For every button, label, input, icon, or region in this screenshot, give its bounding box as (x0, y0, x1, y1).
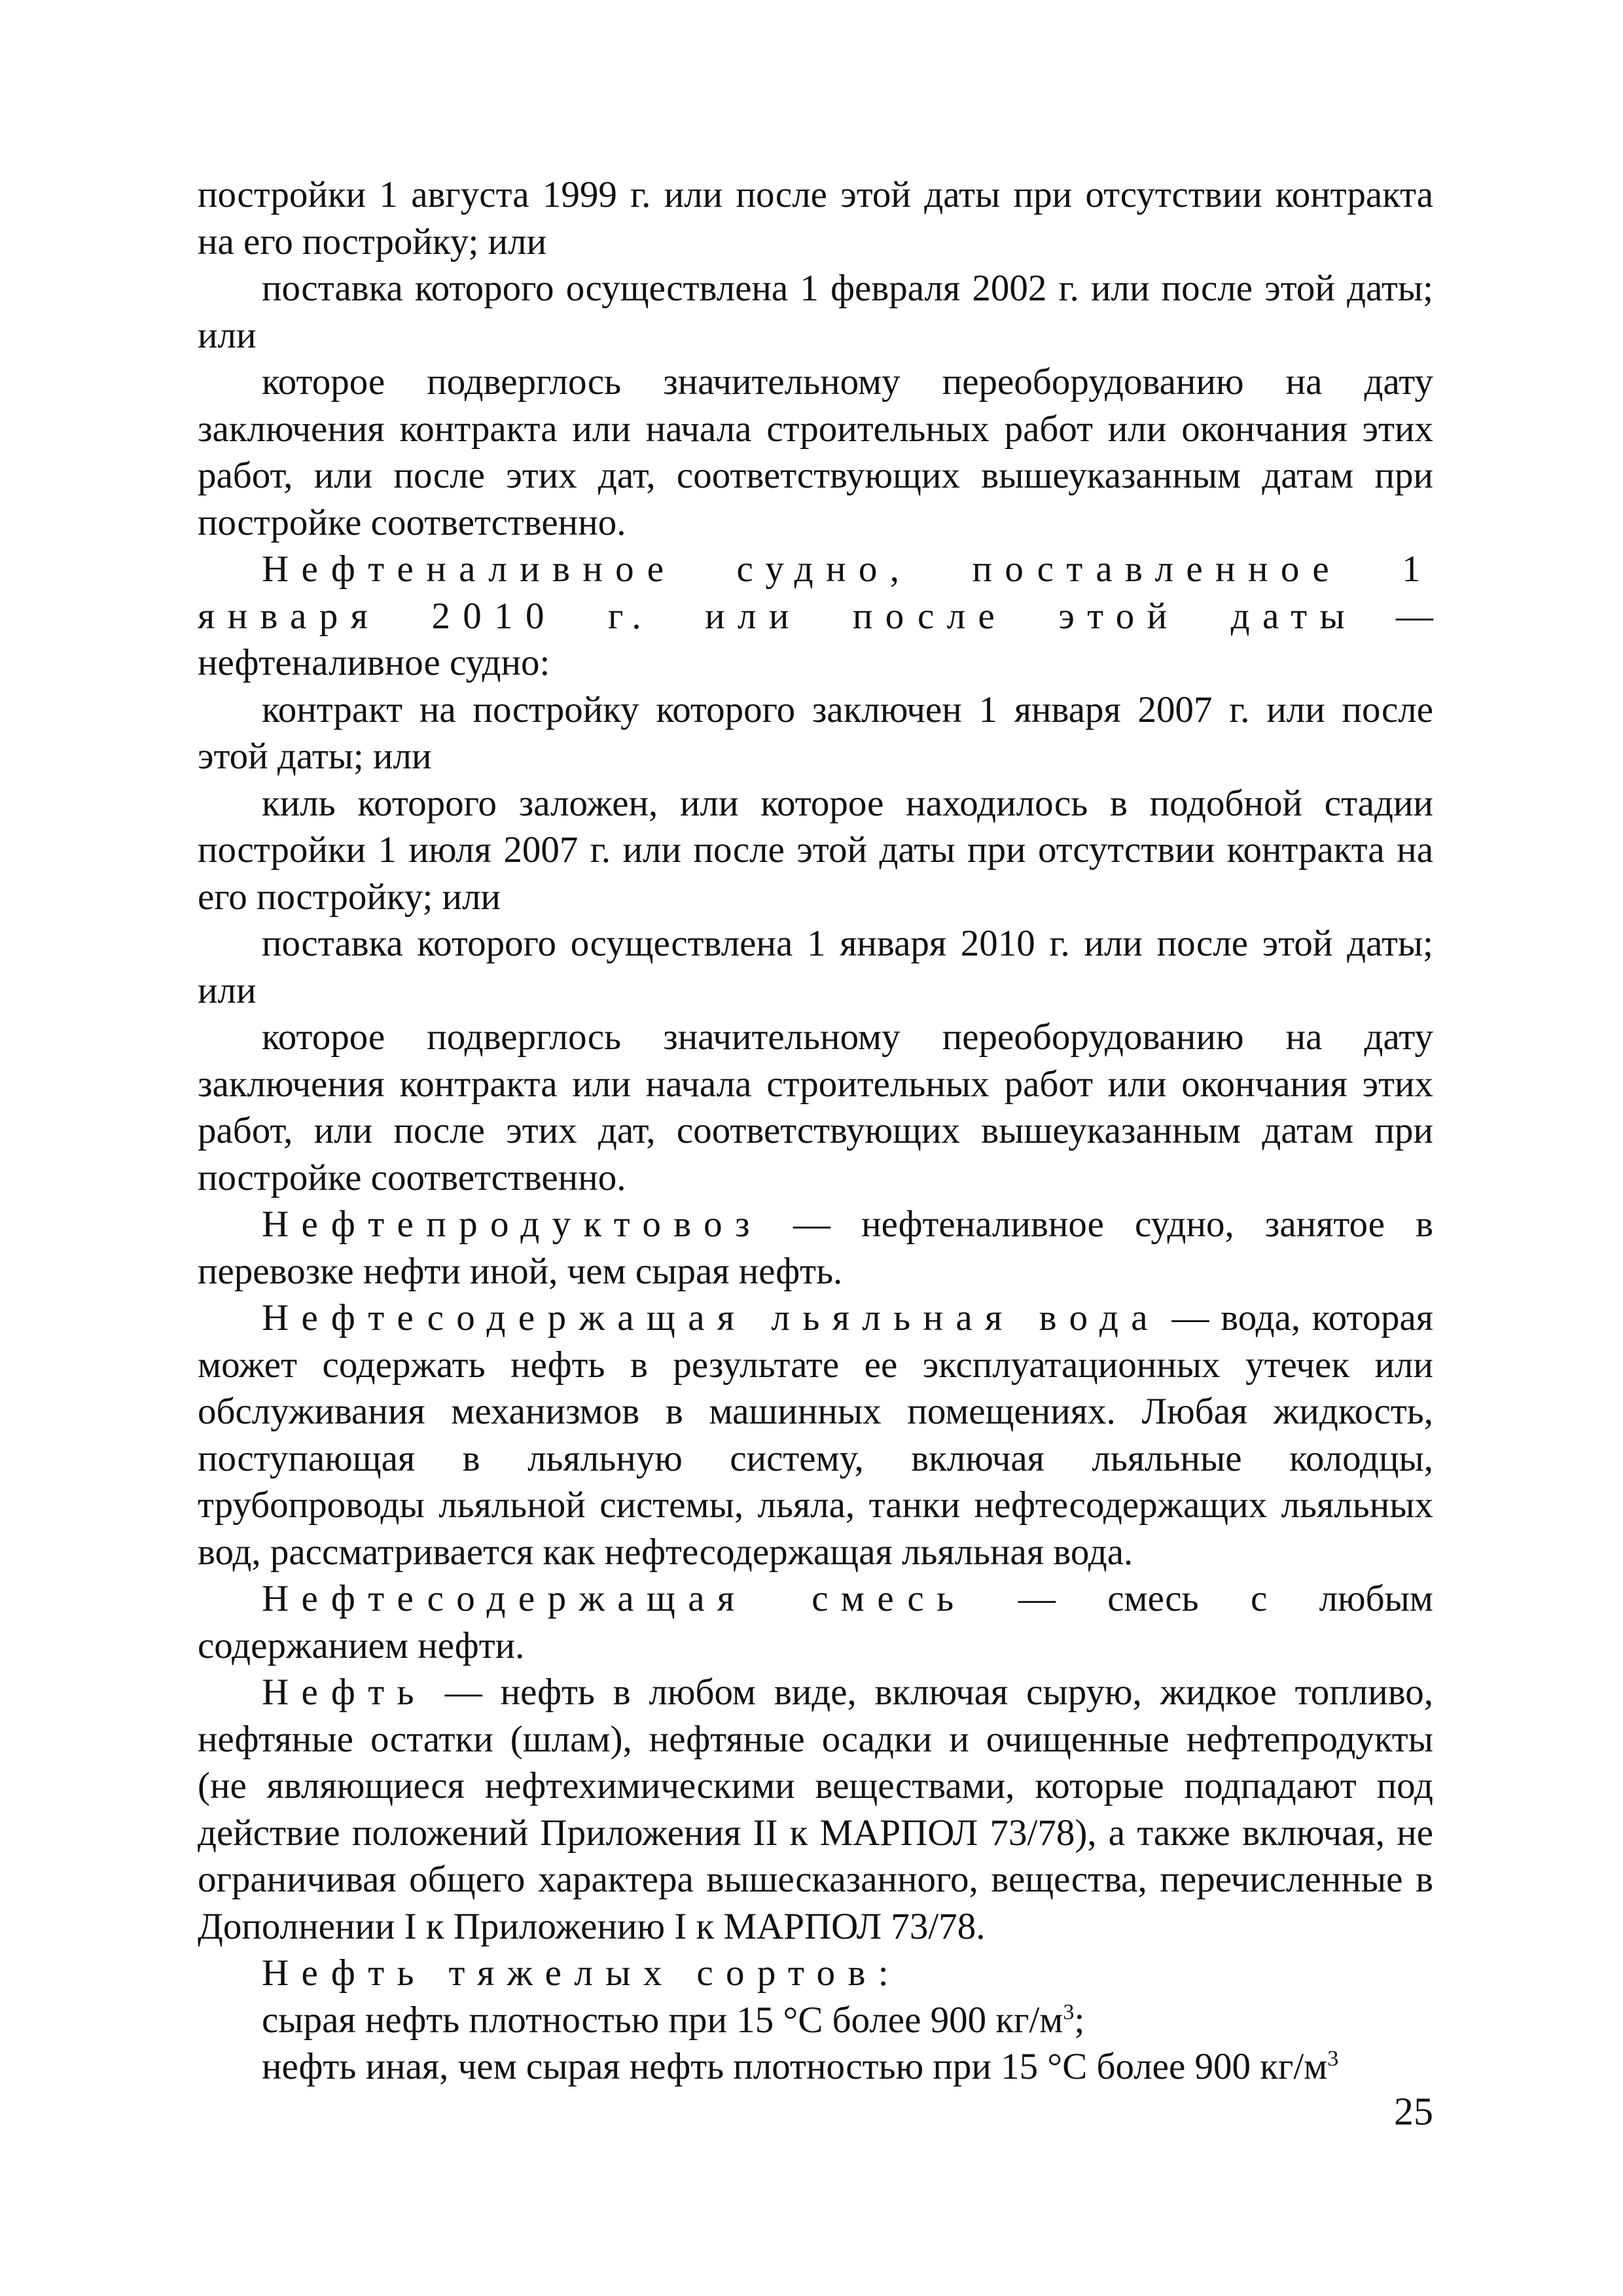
paragraph-delivery-2010 (198, 920, 1433, 1014)
paragraph-text: нефть иная, чем сырая нефть плотностью при 15 °C более 900 кг/м (262, 2046, 1328, 2087)
paragraph-text: которое подверглось значительному переоборудованию на дату заключения контракта или начала строительных работ или окончания этих работ, или после этих дат, соответствующих вышеуказанным датам при постройке соответственно. (198, 1016, 1433, 1198)
paragraph-text: поставка которого осуществлена 1 января 2010 г. или после этой даты; или (198, 923, 1433, 1011)
paragraph-contract-2007 (198, 687, 1433, 780)
defined-term: Нефтесодержащая льяльная вода (262, 1297, 1160, 1338)
paragraph-other-oil-density (198, 2043, 1433, 2090)
paragraph-text: постройки 1 августа 1999 г. или после этой даты при отсутствии контракта на его постройку; или (198, 174, 1433, 262)
paragraph-text: сырая нефть плотностью при 15 °C более 900 кг/м (262, 1999, 1063, 2041)
definition-text: — нефтеналивное судно, занятое в перевозке нефти иной, чем сырая нефть. (198, 1204, 1433, 1292)
definition-text: — нефть в любом виде, включая сырую, жидкое топливо, нефтяные остатки (шлам), нефтяные осадки и очищенные нефтепродукты (не являющиеся нефтехимическими веществами, которые подпадают под действие положений Приложения II к МАРПОЛ 73/78), а также включая, не ограничивая общего характера вышесказанного, вещества, перечисленные в Дополнении I к Приложению I к МАРПОЛ 73/78. (198, 1672, 1433, 1947)
definition-oily-mixture (198, 1575, 1433, 1669)
paragraph-text: которое подверглось значительному переоборудованию на дату заключения контракта или начала строительных работ или окончания этих работ, или после этих дат, соответствующих вышеуказанным датам при постройке соответственно. (198, 361, 1433, 543)
document-page (198, 171, 1433, 2090)
defined-term: Нефтесодержащая смесь (262, 1578, 967, 1619)
paragraph-text: контракт на постройку которого заключен 1 января 2007 г. или после этой даты; или (198, 689, 1433, 777)
paragraph-text: поставка которого осуществлена 1 февраля 2002 г. или после этой даты; или (198, 268, 1433, 356)
superscript: 3 (1327, 2047, 1339, 2071)
paragraph-conversion-2 (198, 1014, 1433, 1201)
defined-term: Нефть тяжелых сортов: (262, 1952, 901, 1994)
paragraph-construction-continuation (198, 171, 1433, 265)
definition-text: — вода, которая может содержать нефть в результате ее эксплуатационных утечек или обслуживания механизмов в машинных помещениях. Любая жидкость, поступающая в льяльную систему, включая льяльные колодцы, трубопроводы льяльной системы, льяла, танки нефтесодержащих льяльных вод, рассматривается как нефтесодержащая льяльная вода. (198, 1297, 1433, 1573)
defined-term: Нефть (262, 1672, 427, 1713)
definition-tanker-delivered-2010 (198, 546, 1433, 687)
paragraph-text: киль которого заложен, или которое находилось в подобной стадии постройки 1 июля 2007 г. или после этой даты при отсутствии контракта на его постройку; или (198, 782, 1433, 918)
paragraph-crude-oil-density (198, 1997, 1433, 2044)
defined-term: Нефтеналивное судно, поставленное 1 января 2010 г. или после этой даты (198, 548, 1433, 637)
page-number: 25 (1394, 2090, 1433, 2133)
superscript: 3 (1063, 2000, 1075, 2024)
definition-oil (198, 1669, 1433, 1950)
definition-heavy-grade-oil (198, 1950, 1433, 1997)
definition-text: — смесь с любым содержанием нефти. (198, 1578, 1434, 1666)
paragraph-tail: ; (1074, 1999, 1085, 2041)
paragraph-delivery-2002 (198, 265, 1433, 359)
defined-term: Нефтепродуктовоз (262, 1204, 762, 1245)
paragraph-conversion-1 (198, 359, 1433, 546)
paragraph-keel-2007 (198, 780, 1433, 921)
definition-product-tanker (198, 1201, 1433, 1295)
definition-oily-bilge-water (198, 1295, 1433, 1575)
definition-text: — нефтеналивное судно: (198, 595, 1433, 683)
